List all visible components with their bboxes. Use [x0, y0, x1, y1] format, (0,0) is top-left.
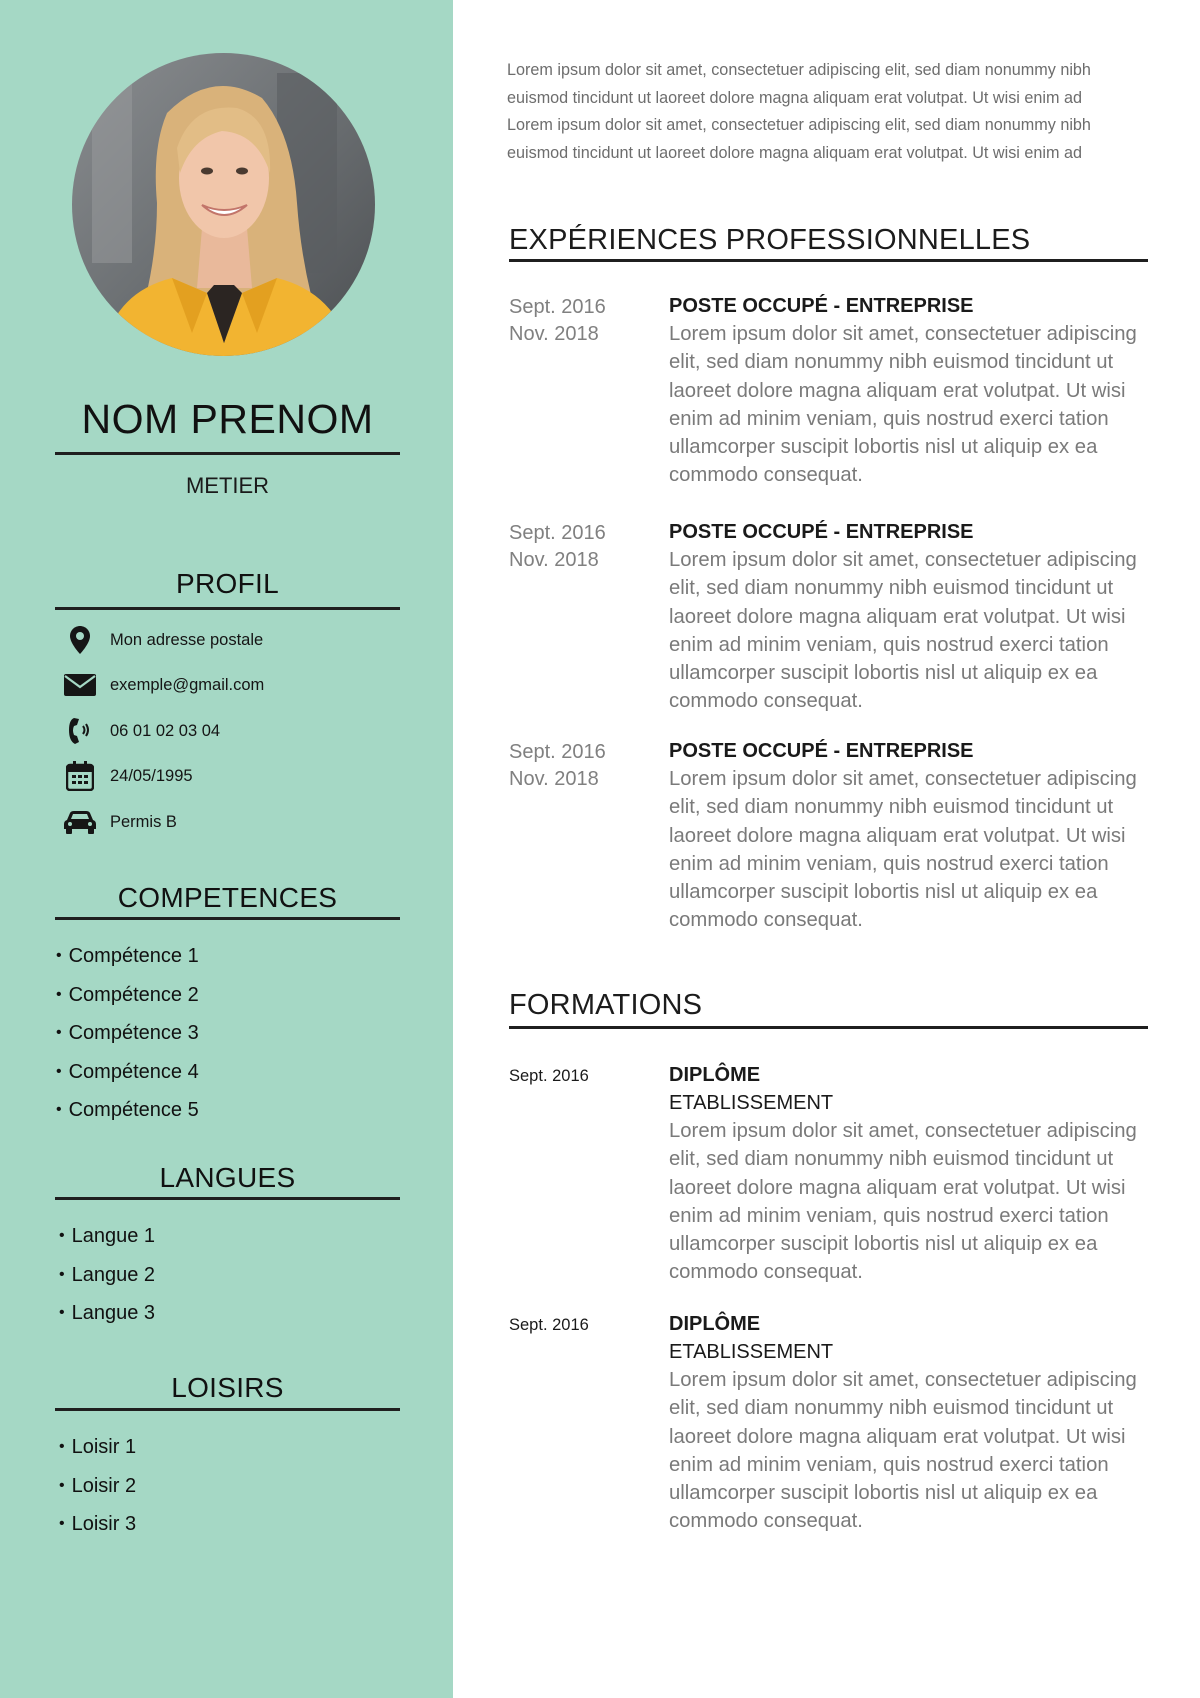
formation-description: Lorem ipsum dolor sit amet, consectetuer adipiscing elit, sed diam nonummy nibh euismod tincidunt ut laoreet dolore magna aliquam erat volutpat. Ut wisi enim ad minim veniam, quis nostrud exerci tation ullamcorper suscipit lobortis nisl ut aliquip ex ea commodo consequat. [669, 1369, 1137, 1533]
experiences-divider [509, 259, 1148, 262]
birthdate-text: 24/05/1995 [110, 766, 193, 785]
experiences-heading: EXPÉRIENCES PROFESSIONNELLES [509, 224, 1031, 256]
sidebar [0, 0, 453, 1698]
address-text: Mon adresse postale [110, 630, 264, 649]
formation-school: ETABLISSEMENT [669, 1341, 834, 1363]
formation-title: DIPLÔME [669, 1064, 761, 1086]
car-icon [62, 806, 98, 838]
list-item: • Langue 3 [59, 1295, 155, 1334]
phone-icon [62, 715, 98, 747]
loisirs-heading: LOISIRS [171, 1372, 284, 1403]
job-title: METIER [185, 473, 270, 498]
formation-description: Lorem ipsum dolor sit amet, consectetuer adipiscing elit, sed diam nonummy nibh euismod tincidunt ut laoreet dolore magna aliquam erat volutpat. Ut wisi enim ad minim veniam, quis nostrud exerci tation ullamcorper suscipit lobortis nisl ut aliquip ex ea commodo consequat. [669, 1120, 1137, 1284]
experience-dates [509, 739, 606, 793]
formation-body [669, 1310, 1154, 1536]
formation-school: ETABLISSEMENT [669, 1092, 834, 1114]
license-text: Permis B [110, 812, 177, 831]
end-date: Nov. 2018 [509, 549, 599, 571]
competences-heading: COMPETENCES [117, 882, 338, 913]
experience-dates [509, 294, 606, 348]
contact-phone [62, 714, 220, 748]
profil-divider [55, 607, 400, 610]
experience-title: POSTE OCCUPÉ - ENTREPRISE [669, 295, 974, 317]
loisirs-list [59, 1429, 136, 1545]
phone-text: 06 01 02 03 04 [110, 721, 221, 740]
contact-license [62, 805, 177, 839]
list-item: • Langue 2 [59, 1257, 155, 1296]
list-item: • Langue 1 [59, 1218, 155, 1257]
experience-title: POSTE OCCUPÉ - ENTREPRISE [669, 521, 974, 543]
list-item: • Loisir 3 [59, 1506, 136, 1545]
profile-photo [72, 53, 375, 356]
experience-description: Lorem ipsum dolor sit amet, consectetuer adipiscing elit, sed diam nonummy nibh euismod tincidunt ut laoreet dolore magna aliquam erat volutpat. Ut wisi enim ad minim veniam, quis nostrud exerci tation ullamcorper suscipit lobortis nisl ut aliquip ex ea commodo consequat. [669, 768, 1137, 932]
name-divider [55, 452, 400, 455]
langues-divider [55, 1197, 400, 1200]
langues-heading: LANGUES [159, 1162, 296, 1193]
calendar-icon [62, 760, 98, 792]
list-item: • Loisir 1 [59, 1429, 136, 1468]
formation-title: DIPLÔME [669, 1313, 761, 1335]
start-date: Sept. 2016 [509, 522, 606, 544]
formation-date: Sept. 2016 [509, 1316, 589, 1334]
candidate-name: NOM PRENOM [81, 396, 374, 442]
experience-body [669, 292, 1154, 490]
formation-date: Sept. 2016 [509, 1067, 589, 1085]
end-date: Nov. 2018 [509, 323, 599, 345]
contact-email [62, 668, 264, 702]
experience-title: POSTE OCCUPÉ - ENTREPRISE [669, 740, 974, 762]
experience-description: Lorem ipsum dolor sit amet, consectetuer adipiscing elit, sed diam nonummy nibh euismod tincidunt ut laoreet dolore magna aliquam erat volutpat. Ut wisi enim ad minim veniam, quis nostrud exerci tation ullamcorper suscipit lobortis nisl ut aliquip ex ea commodo consequat. [669, 323, 1137, 487]
start-date: Sept. 2016 [509, 741, 606, 763]
intro-paragraph: Lorem ipsum dolor sit amet, consectetuer adipiscing elit, sed diam nonummy nibh euismod tincidunt ut laoreet dolore magna aliquam erat volutpat. Ut wisi enim ad Lorem ipsum dolor sit amet, consectetuer adipiscing elit, sed diam nonummy nibh euismod tincidunt ut laoreet dolore magna aliquam erat volutpat. Ut wisi enim ad [507, 61, 1091, 162]
experience-body [669, 737, 1154, 935]
location-pin-icon [62, 624, 98, 656]
formations-divider [509, 1026, 1148, 1029]
loisirs-divider [55, 1408, 400, 1411]
experience-dates [509, 520, 606, 574]
email-text: exemple@gmail.com [110, 675, 265, 694]
langues-list [59, 1218, 155, 1334]
competences-list [56, 938, 199, 1131]
envelope-icon [62, 669, 98, 701]
competences-divider [55, 917, 400, 920]
experience-description: Lorem ipsum dolor sit amet, consectetuer adipiscing elit, sed diam nonummy nibh euismod tincidunt ut laoreet dolore magna aliquam erat volutpat. Ut wisi enim ad minim veniam, quis nostrud exerci tation ullamcorper suscipit lobortis nisl ut aliquip ex ea commodo consequat. [669, 549, 1137, 713]
formations-heading: FORMATIONS [509, 989, 703, 1021]
list-item: • Compétence 3 [56, 1015, 199, 1054]
contact-address [62, 623, 263, 657]
start-date: Sept. 2016 [509, 296, 606, 318]
list-item: • Loisir 2 [59, 1468, 136, 1507]
end-date: Nov. 2018 [509, 768, 599, 790]
experience-body [669, 518, 1154, 716]
contact-birthdate [62, 759, 193, 793]
profil-heading: PROFIL [176, 568, 279, 599]
list-item: • Compétence 5 [56, 1092, 199, 1131]
list-item: • Compétence 1 [56, 938, 199, 977]
list-item: • Compétence 4 [56, 1054, 199, 1093]
list-item: • Compétence 2 [56, 977, 199, 1016]
formation-body [669, 1061, 1154, 1287]
